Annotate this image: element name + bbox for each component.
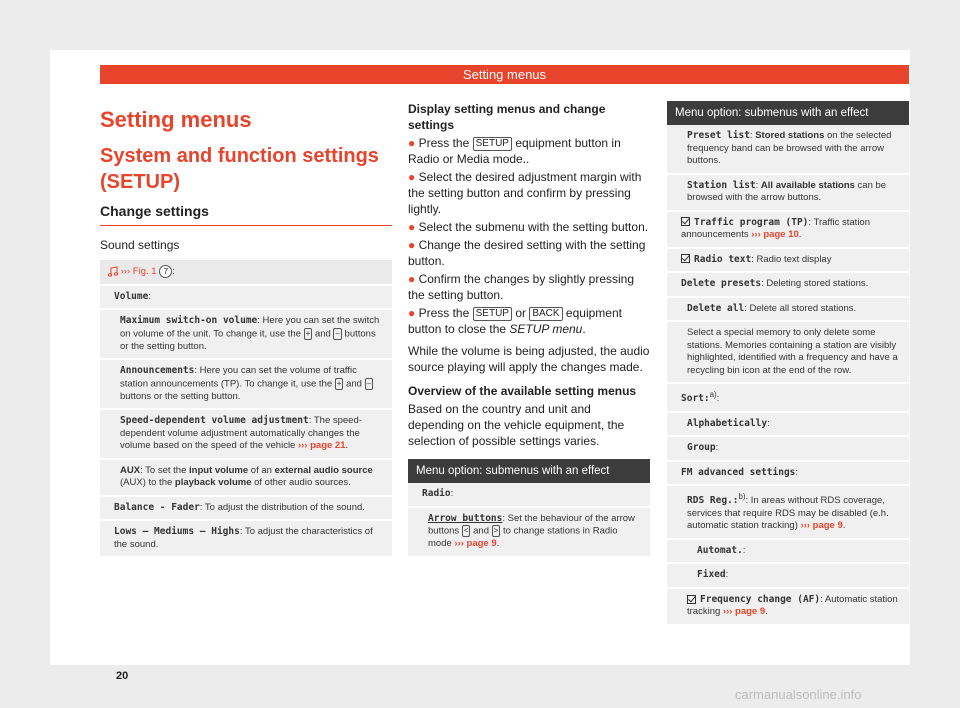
alphabetically-row: Alphabetically: [667,413,909,438]
alphabetically-label: Alphabetically [687,417,768,429]
plus-key: + [305,328,311,338]
max-volume-text: : Here you can set the switch on volume of the unit. To change it, use the [120,315,380,340]
column-right [667,101,909,626]
group-row: Group: [667,437,909,462]
title-setting-menus: Setting menus [100,107,252,132]
announcements-text: : Here you can set the volume of traffic station announcements (TP). To change it, use the [120,365,357,390]
arrow-buttons-text-end: to change stations in Radio mode [428,525,618,550]
radio-text-row [667,249,909,274]
announcements-and: and [346,378,362,390]
delete-presets-text: : Deleting stored stations. [761,278,869,289]
page-number: 20 [116,670,129,682]
preset-list-label: Preset list [687,130,750,141]
radio-text-text: : Radio text display [751,253,832,265]
setup-key: SETUP [473,307,512,321]
volume-row: Volume: [100,286,392,311]
max-volume-text-end: buttons or the setting button. [120,328,376,352]
aux-text-2: of an [248,464,275,476]
page-sheet [50,50,910,682]
sort-row: Sort:$^{a)}$: [667,384,909,413]
menu-table-2 [667,101,909,626]
preset-list-text: on the selected frequency band can be browsed with the arrow buttons. [687,130,892,166]
sound-settings-heading: Sound settings [100,238,180,252]
step-4-text: Change the desired setting with the setting button. [408,238,646,268]
fig-ref-arrow[interactable]: ››› Fig. 1 [120,266,157,278]
radio-row: Radio: [408,483,650,508]
preset-list-bold: Stored stations [755,130,825,141]
step-1: ● Press the SETUP equipment button in Radio or Media mode.. [408,136,621,166]
frequency-change-label: Frequency change (AF) [700,593,821,605]
arrow-buttons-row: Arrow buttons: Set the behaviour of the arrow buttons < and > to change stations in Radio mode ››› page 9. [408,508,650,558]
traffic-program-row: Traffic program (TP): Traffic station announcements ››› page 10. [667,212,909,249]
rds-page-ref[interactable]: ››› page 9 [800,520,843,532]
fm-advanced-row: FM advanced settings: [667,462,909,487]
step-2: ● Select the desired adjustment margin with the setting button and confirm by pressing lightly. [408,170,642,216]
rds-reg-text: : In areas without RDS coverage, services that require RDS may be disabled (e.h. automatic station tracking) [687,495,889,532]
step-6-text-end: equipment button to close the [408,306,622,336]
step-4: ● Change the desired setting with the setting button. [408,238,646,268]
delete-presets-row [667,273,909,298]
plus-key: + [336,378,342,388]
radio-text-label: Radio text [694,253,752,265]
setup-menu-italic: SETUP menu [509,322,583,336]
aux-bold-3: playback volume [174,477,252,489]
delete-all-row [667,298,909,323]
step-3: ● Select the submenu with the setting button. [408,220,649,234]
setup-key: SETUP [473,137,512,151]
step-6-or: or [515,306,526,320]
title-system-settings-line1: System and function settings [100,145,379,167]
rds-reg-label: RDS Reg.: [687,495,739,507]
max-volume-and: and [314,328,331,340]
radio-label: Radio [422,488,451,499]
aux-bold-2: external audio source [274,464,373,476]
lows-text: : To adjust the characteristics of the sound. [114,526,373,550]
station-list-bold: All available stations [760,179,855,191]
arrow-buttons-text: : Set the behaviour of the arrow buttons [428,512,635,537]
rds-reg-row: RDS Reg.:$^{b)}$: In areas without RDS coverage, services that require RDS may be disabled (e.h. automatic station tracking) ››› page 9. [667,486,909,540]
frequency-change-page-ref[interactable]: ››› page 9 [722,606,766,618]
station-list-text: can be browsed with the arrow buttons. [687,179,887,203]
volume-label: Volume [114,290,149,302]
column-left [100,105,392,558]
lows-label: Lows – Mediums – Highs [114,526,240,538]
speed-volume-text: : The speed-dependent volume adjustment automatically changes the volume based on the speed of the vehicle [120,415,362,452]
sort-label: Sort: [681,393,710,405]
speed-volume-row: Speed-dependent volume adjustment: The speed-dependent volume adjustment automatically changes the volume based on the speed of the vehicle ››› page 21. [100,410,392,460]
left-arrow-key: < [463,526,469,535]
balance-text: : To adjust the distribution of the sound. [199,501,365,513]
balance-label: Balance - Fader [114,501,200,513]
arrow-buttons-and: and [473,525,489,537]
fig-ref-label[interactable]: Fig. 1 [132,266,157,278]
checkbox-icon[interactable] [681,217,690,226]
step-1-text-end: equipment button in Radio or Media mode.. [408,136,621,166]
traffic-program-page-ref[interactable]: ››› page 10 [751,229,799,240]
aux-row [100,460,392,497]
fig-callout-number: 7 [159,265,172,278]
delete-presets-label: Delete presets [681,278,762,289]
frequency-change-row: Frequency change (AF): Automatic station tracking ››› page 9. [667,589,909,626]
select-memory-row: Select a special memory to only delete some stations. Memories containing a station are visibly highlighted, identified with a frequency and have a recycling bin icon at the end of the row. [667,322,909,384]
fm-advanced-label: FM advanced settings [681,466,796,478]
title-system-settings [100,143,392,195]
traffic-program-label: Traffic program (TP) [694,216,809,228]
back-key: BACK [529,307,562,321]
fig-ref-row: ››› Fig. 1 7 : [100,260,392,286]
step-6: ● Press the SETUP or BACK equipment button to close the SETUP menu. [408,306,622,336]
title-change-settings: Change settings [100,203,392,226]
minus-key: – [366,378,372,388]
station-list-label: Station list [687,179,756,191]
arrow-buttons-label: Arrow buttons [428,512,503,524]
page-header: Setting menus [100,65,909,84]
aux-text-4: of other audio sources. [251,477,351,489]
aux-text-3: (AUX) to the [120,477,175,489]
automat-label: Automat. [697,544,743,556]
max-volume-label: Maximum switch-on volume [120,315,258,327]
menu-table-header: Menu option: submenus with an effect [667,101,909,125]
preset-list-row: Preset list: Stored stations on the selected frequency band can be browsed with the arrow buttons. [667,125,909,175]
traffic-program-text: : Traffic station announcements [681,216,870,240]
delete-all-text: : Delete all stored stations. [744,302,857,314]
music-note-icon [108,266,118,277]
menu-table-1 [408,459,650,558]
frequency-change-text: : Automatic station tracking [687,593,898,618]
title-system-settings-line2: (SETUP) [100,171,180,193]
menu-table-header: Menu option: submenus with an effect [408,459,650,483]
delete-all-label: Delete all [687,302,745,314]
checkbox-icon[interactable] [681,254,690,263]
arrow-buttons-page-ref[interactable]: ››› page 9 [454,538,497,550]
group-label: Group [687,442,716,454]
sort-footnote: a) [709,390,717,399]
overview-heading: Overview of the available setting menus [408,384,637,398]
speed-volume-label: Speed-dependent volume adjustment [120,415,309,427]
watermark: carmanualsonline.info [735,687,862,702]
overview-text: Based on the country and unit and depending on the vehicle equipment, the selection of possible settings varies. [408,402,625,448]
speed-volume-page-ref[interactable]: ››› page 21 [297,440,346,452]
station-list-row: Station list: All available stations can be browsed with the arrow buttons. [667,175,909,212]
announcements-row [100,360,392,410]
aux-text-1: : To set the [140,464,190,476]
fixed-row: Fixed: [667,564,909,589]
automat-row: Automat.: [667,540,909,565]
step-1-text: Press the [418,136,470,150]
rds-footnote: b) [738,492,746,502]
checkbox-icon[interactable] [687,595,696,604]
right-arrow-key: > [493,526,499,535]
max-volume-row [100,310,392,360]
step-6-text: Press the [418,306,470,320]
announcements-text-end: buttons or the setting button. [120,390,241,402]
step-3-text: Select the submenu with the setting button. [418,220,649,234]
lows-row [100,521,392,558]
announcements-label: Announcements [120,365,195,377]
volume-note: While the volume is being adjusted, the audio source playing will apply the changes made. [408,344,650,374]
aux-label: AUX [120,464,141,476]
minus-key: – [335,328,340,338]
column-middle [408,101,650,558]
step-2-text: Select the desired adjustment margin with the setting button and confirm by pressing lightly. [408,170,642,216]
sound-settings-table [100,260,392,558]
step-5-text: Confirm the changes by slightly pressing the setting button. [408,272,635,302]
step-5: ● Confirm the changes by slightly pressing the setting button. [408,272,635,302]
aux-bold-1: input volume [189,464,249,476]
display-menus-heading: Display setting menus and change settings [408,102,606,132]
balance-row [100,497,392,522]
fixed-label: Fixed [697,569,726,581]
